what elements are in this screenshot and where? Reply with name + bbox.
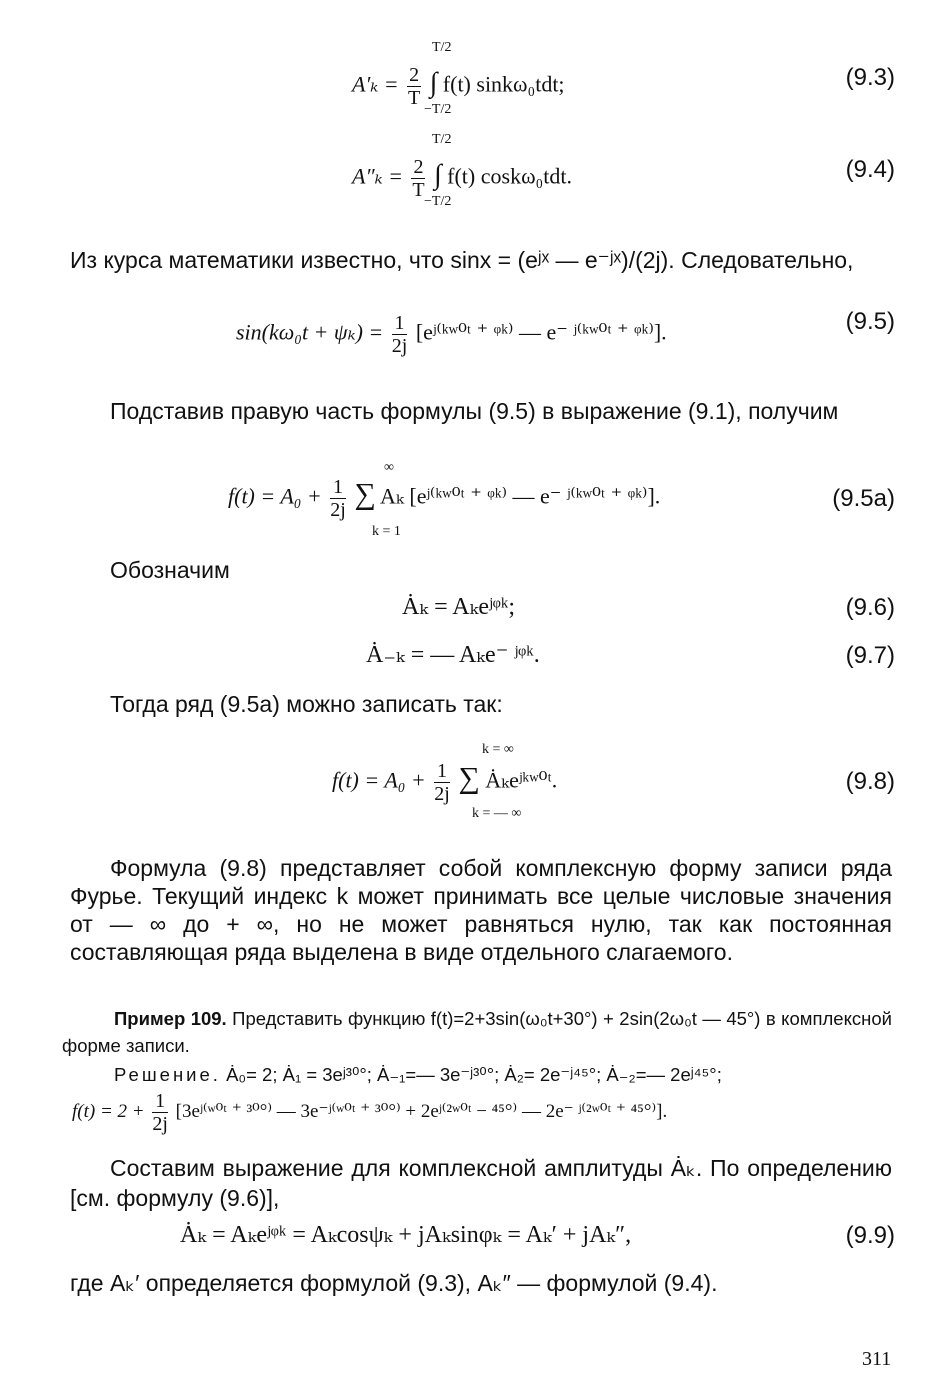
equation-9-7: Ȧ₋ₖ = — Aₖe⁻ ʲᵠᵏ. [366,642,540,668]
example-statement [62,1005,892,1059]
eq-9-5-denominator: 2j [391,335,408,357]
eq-9-8-fraction [434,760,450,805]
paragraph-5: Формула (9.8) представляет собой комплексную форму записи ряда Фурье. Текущий индекс k может принимать все целые числовые значения от — ∞ до + ∞, но не может равняться нулю, так как постоянная составляющая ряда выделена в виде отдельного слагаемого. [70,855,892,965]
eq-9-5a-fraction [330,476,346,521]
eq-9-4-number: (9.4) [845,156,895,183]
example-formula [72,1090,902,1135]
eq-9-4-upper-limit: T/2 [432,132,452,147]
eq-9-5-lhs: sin(kω₀t + ψₖ) = [236,319,384,345]
integral-sign: ∫ [429,67,438,99]
eq-9-5a-body: Aₖ [eʲ⁽ᵏʷ⁰ᵗ ⁺ ᵠᵏ⁾ — e⁻ ʲ⁽ᵏʷ⁰ᵗ ⁺ ᵠᵏ⁾]. [380,483,661,509]
paragraph-1: Из курса математики известно, что sinx = (eʲˣ — e⁻ʲˣ)/(2j). Следовательно, [70,247,854,273]
eq-9-7-number: (9.7) [845,642,895,669]
eq-9-4-lhs: A″ₖ = [352,163,403,189]
eq-9-5a-numerator: 1 [330,476,346,499]
eq-9-5a-lhs: f(t) = A₀ + [228,483,322,509]
eq-9-5a-number: (9.5a) [832,485,895,512]
eq-9-3-lower-limit: −T/2 [424,102,452,117]
eq-9-4-lower-limit: −T/2 [424,194,452,209]
example-label: Пример 109. [114,1008,227,1029]
paragraph-2: Подставив правую часть формулы (9.5) в выражение (9.1), получим [110,398,839,424]
eq-9-4-numerator: 2 [413,156,424,178]
eq-9-5-numerator: 1 [392,312,408,335]
eq-9-8-lhs: f(t) = A₀ + [332,767,426,793]
example-formula-lhs: f(t) = 2 + [72,1100,145,1122]
example-formula-numerator: 1 [152,1090,168,1113]
example-block [62,1005,892,1133]
eq-9-3-body: f(t) sinkω₀tdt; [442,71,565,97]
example-text: Представить функцию f(t)=2+3sin(ω₀t+30°) + 2sin(2ω₀t — 45°) в комплексной форме записи. [62,1008,892,1056]
eq-9-8-lower-limit: k = — ∞ [472,806,522,821]
eq-9-4-denominator: T [412,179,425,201]
eq-9-5a-lower-limit: k = 1 [372,524,401,539]
eq-9-3-fraction [407,64,421,109]
eq-9-3-denominator: T [408,87,421,109]
eq-9-8-number: (9.8) [845,768,895,795]
sum-sign: ∑ [458,761,480,795]
equation-9-9: Ȧₖ = Aₖeʲᵠᵏ = Aₖcosψₖ + jAₖsinφₖ = Aₖ′ + jAₖ″, [180,1222,632,1248]
eq-9-8-body: Ȧₖeʲᵏʷ⁰ᵗ. [485,767,558,793]
eq-9-5-fraction [392,312,408,357]
example-formula-fraction [152,1090,168,1135]
equation-9-6: Ȧₖ = Aₖeʲᵠᵏ; [402,594,516,620]
eq-9-3-numerator: 2 [409,64,420,86]
eq-9-8-upper-limit: k = ∞ [482,742,514,757]
paragraph-7: где Aₖ′ определяется формулой (9.3), Aₖ″ — формулой (9.4). [70,1270,718,1296]
page-number: 311 [862,1348,892,1370]
eq-9-3-number: (9.3) [845,64,895,91]
eq-9-8-denominator: 2j [434,783,450,805]
eq-9-5-body: [eʲ⁽ᵏʷ⁰ᵗ ⁺ ᵠᵏ⁾ — e⁻ ʲ⁽ᵏʷ⁰ᵗ ⁺ ᵠᵏ⁾]. [415,319,667,345]
eq-9-9-number: (9.9) [845,1222,895,1249]
paragraph-6: Составим выражение для комплексной амплитуды Ȧₖ. По определению [см. формулу (9.6)], [70,1155,892,1211]
paragraph-3: Обозначим [110,557,230,583]
eq-9-3-lhs: A′ₖ = [352,71,399,97]
eq-9-4-body: f(t) coskω₀tdt. [447,163,572,189]
sum-sign: ∑ [354,477,376,511]
eq-9-3-upper-limit: T/2 [432,40,452,55]
example-formula-body: [3eʲ⁽ʷ⁰ᵗ ⁺ ³⁰°⁾ — 3e⁻ʲ⁽ʷ⁰ᵗ ⁺ ³⁰°⁾ + 2eʲ⁽²ʷ⁰ᵗ − ⁴⁵°⁾ — 2e⁻ ʲ⁽²ʷ⁰ᵗ ⁺ ⁴⁵°⁾]. [175,1100,668,1122]
eq-9-5-number: (9.5) [845,308,895,335]
eq-9-8-numerator: 1 [434,760,450,783]
paragraph-4: Тогда ряд (9.5а) можно записать так: [110,691,503,717]
solution-label: Решение. [114,1064,221,1085]
eq-9-5a-denominator: 2j [330,499,346,521]
example-formula-denominator: 2j [152,1113,168,1135]
solution-text: Ȧ₀= 2; Ȧ₁ = 3eʲ³⁰°; Ȧ₋₁=— 3e⁻ʲ³⁰°; Ȧ₂= 2e⁻ʲ⁴⁵°; Ȧ₋₂=— 2eʲ⁴⁵°; [226,1064,722,1085]
integral-sign: ∫ [433,159,442,191]
eq-9-5a-upper-limit: ∞ [384,460,394,475]
example-solution [62,1061,892,1088]
equation-9-5 [236,312,667,357]
eq-9-6-number: (9.6) [845,594,895,621]
